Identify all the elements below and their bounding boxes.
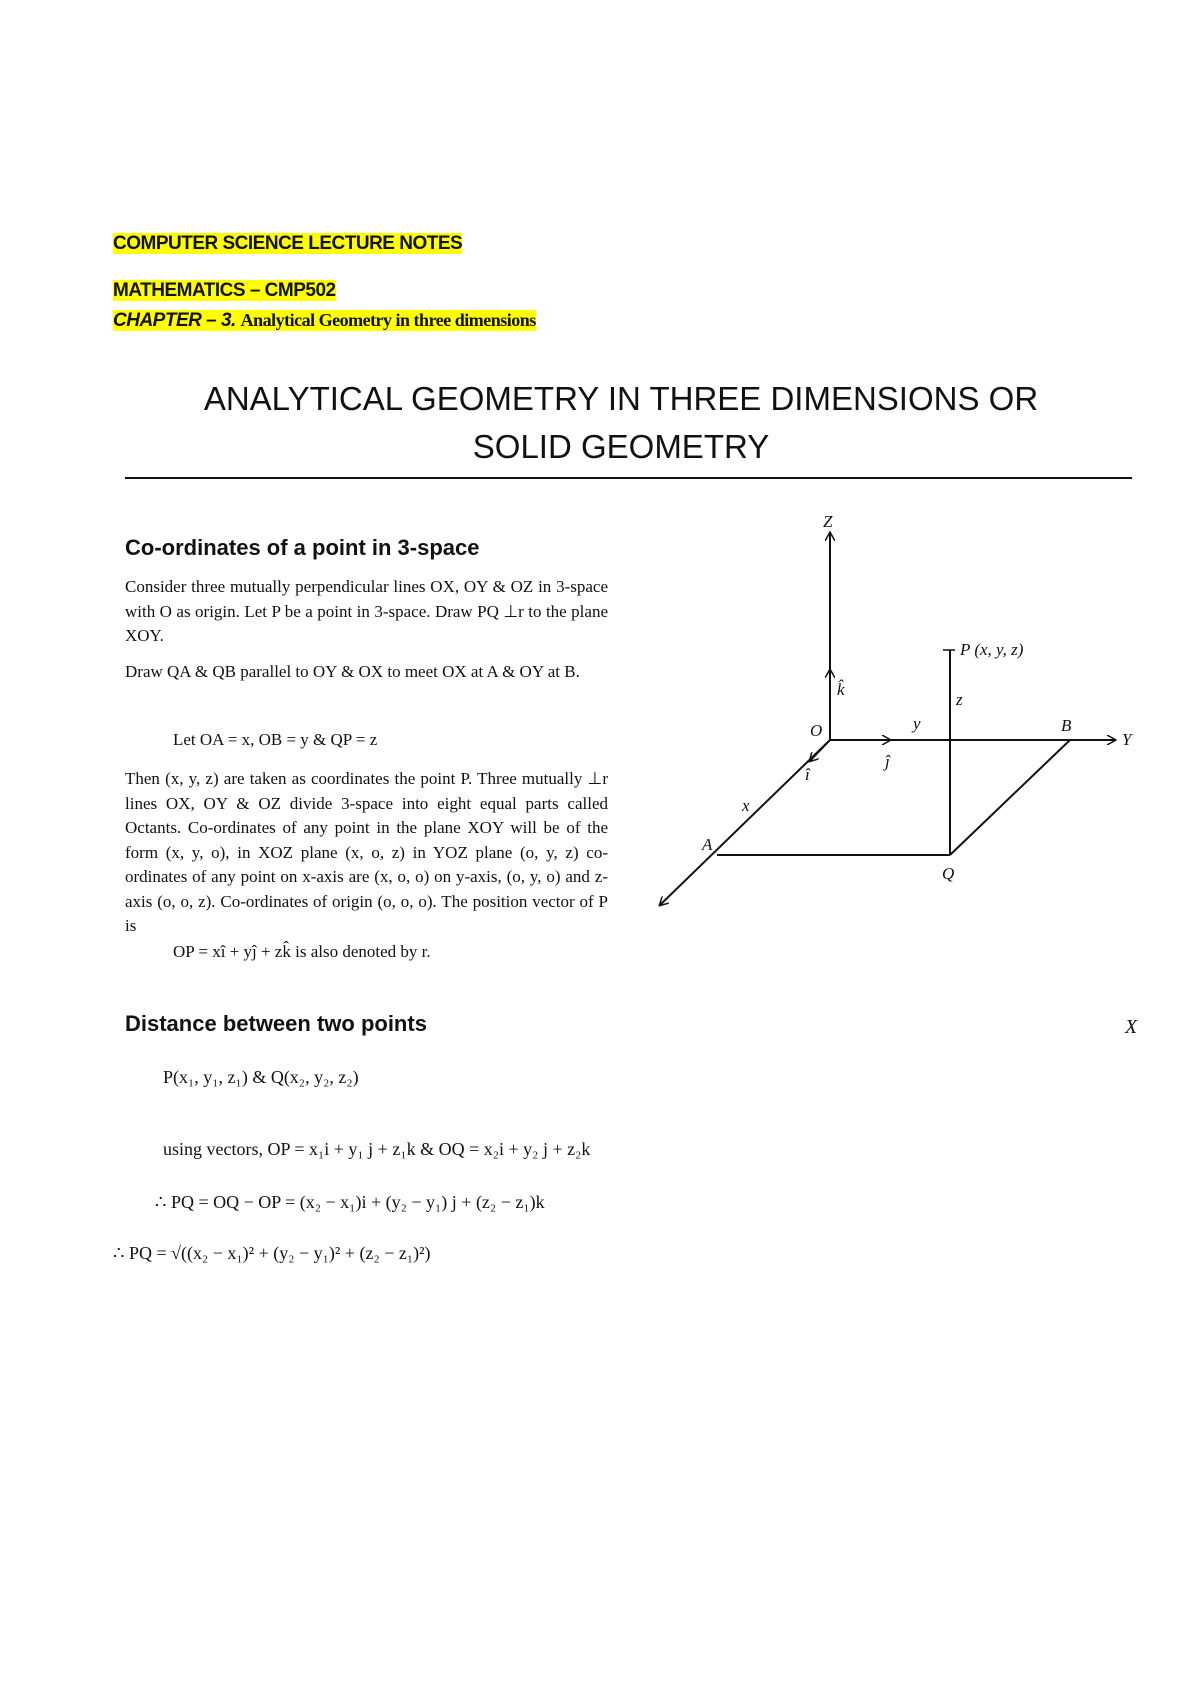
- course-header-text: MATHEMATICS – CMP502: [113, 280, 336, 301]
- z-axis-label: Z: [823, 512, 833, 531]
- distance-formula: ∴ PQ = √((x₂ − x₁)² + (y₂ − y₁)² + (z₂ − z₁)²): [113, 1243, 431, 1263]
- y-segment-label: y: [913, 714, 921, 733]
- i-hat-label: î: [805, 765, 810, 784]
- page-title: [113, 375, 1129, 471]
- page-title-line2: SOLID GEOMETRY: [472, 428, 770, 465]
- notes-header-text: COMPUTER SCIENCE LECTURE NOTES: [113, 233, 463, 254]
- pq-vector-equation: ∴ PQ = OQ − OP = (x₂ − x₁)i + (y₂ − y₁) j + (z₂ − z₁)k: [155, 1192, 545, 1212]
- q-label: Q: [942, 864, 955, 883]
- z-segment-label: z: [956, 690, 963, 709]
- page-title-line1: ANALYTICAL GEOMETRY IN THREE DIMENSIONS OR: [203, 380, 1039, 417]
- chapter-header: [113, 310, 536, 332]
- b-label: B: [1061, 716, 1072, 735]
- k-hat-label: k̂: [837, 680, 845, 699]
- y-axis-label: Y: [1122, 730, 1132, 749]
- coordinate-axes-diagram: [640, 505, 1140, 945]
- paragraph-draw: Draw QA & QB parallel to OY & OX to meet OX at A & OY at B.: [125, 662, 580, 681]
- point-p-label: P (x, y, z): [960, 640, 1024, 659]
- notes-header: [113, 233, 462, 255]
- title-divider: [125, 477, 1132, 479]
- a-label: A: [702, 835, 713, 854]
- origin-label: O: [810, 721, 823, 740]
- qb-line: [950, 740, 1070, 855]
- paragraph-intro: Consider three mutually perpendicular lines OX, OY & OZ in 3-space with O as origin. Let P be a point in 3-space. Draw PQ ⊥r to the plane XOY.: [125, 577, 608, 645]
- x-axis-label: X: [1125, 1016, 1138, 1038]
- chapter-title: Analytical Geometry in three dimensions: [240, 310, 536, 330]
- i-unit-arrow: [810, 740, 830, 761]
- section-heading-distance: Distance between two points: [125, 1011, 427, 1036]
- x-segment-label: x: [742, 796, 750, 815]
- points-pq: P(x₁, y₁, z₁) & Q(x₂, y₂, z₂): [163, 1067, 359, 1087]
- position-vector-equation: OP = xî + yĵ + zk̂ is also denoted by r.: [173, 942, 431, 961]
- course-header: [113, 280, 336, 302]
- section-heading-coordinates: Co-ordinates of a point in 3-space: [125, 535, 480, 560]
- paragraph-let: Let OA = x, OB = y & QP = z: [173, 730, 378, 749]
- chapter-prefix: CHAPTER – 3.: [113, 310, 236, 331]
- j-hat-label: ĵ: [885, 752, 890, 771]
- paragraph-octants: Then (x, y, z) are taken as coordinates the point P. Three mutually ⊥r lines OX, OY & OZ divide 3-space into eight equal parts called Octants. Co-ordinates of any point in the plane XOY will be of the form (x, y, o), in XOZ plane (x, o, z) in YOZ plane (o, y, z) co-ordinates of any point on x-axis are (x, o, o) on y-axis, (o, y, o) and z-axis (o, o, z). Co-ordinates of origin (o, o, o). The position vector of P is: [125, 769, 608, 935]
- vector-equations: using vectors, OP = x₁i + y₁ j + z₁k & OQ = x₂i + y₂ j + z₂k: [163, 1139, 591, 1159]
